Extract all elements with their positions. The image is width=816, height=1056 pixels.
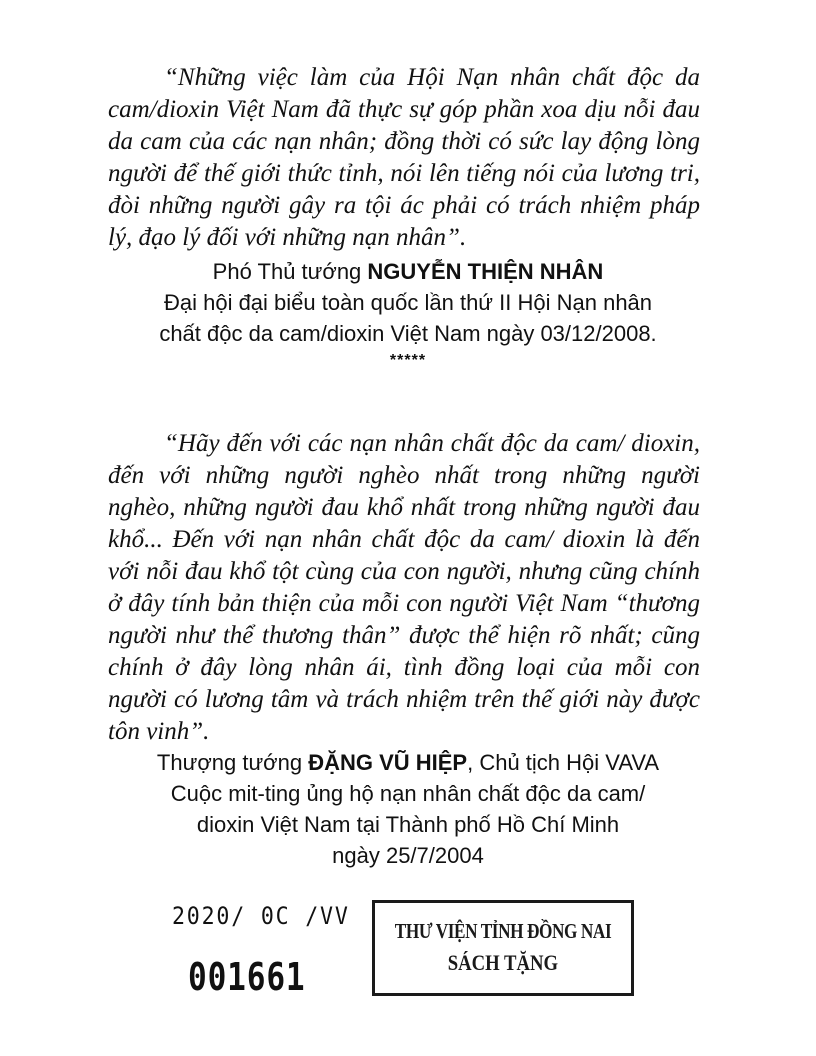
attribution-location-line: dioxin Việt Nam tại Thành phố Hồ Chí Minh [196,812,620,837]
stamp-library-name: THƯ VIỆN TỈNH ĐỒNG NAI [394,919,612,943]
library-donation-stamp [372,900,634,996]
library-call-number: 2020/ 0C /VV [172,902,350,930]
attribution-title-line [108,256,708,287]
attribution-person-name: NGUYỄN THIỆN NHÂN [367,259,604,284]
attribution-nguyen-thien-nhan [108,256,708,349]
attribution-person-name: ĐẶNG VŨ HIỆP [308,750,468,775]
attribution-title-suffix: , Chủ tịch Hội VAVA [467,750,660,775]
attribution-date-line: chất độc da cam/dioxin Việt Nam ngày 03/12/2008. [159,321,657,346]
attribution-title-line [108,747,708,778]
quote-nguyen-thien-nhan: “Những việc làm của Hội Nạn nhân chất độc da cam/dioxin Việt Nam đã thực sự góp phần xoa dịu nỗi đau da cam của các nạn nhân; đồng thời có sức lay động lòng người để thế giới thức tỉnh, nói lên tiếng nói của lương tri, đòi những người gây ra tội ác phải có trách nhiệm pháp lý, đạo lý đối với những nạn nhân”. [108,64,700,251]
section-separator: ***** [389,352,427,369]
attribution-event-line: Đại hội đại biểu toàn quốc lần thứ II Hội Nạn nhân [163,290,653,315]
attribution-event-line: Cuộc mit-ting ủng hộ nạn nhân chất độc da cam/ [170,781,646,806]
attribution-title-prefix: Phó Thủ tướng [212,259,368,284]
library-accession-number: 001661 [188,955,306,999]
quote-dang-vu-hiep: “Hãy đến với các nạn nhân chất độc da cam/ dioxin, đến với những người nghèo nhất trong những người nghèo, những người đau khổ nhất trong những người đau khổ... Đến với nạn nhân chất độc da cam/ dioxin là đến với nỗi đau khổ tột cùng của con người, nhưng cũng chính ở đây tính bản thiện của mỗi con người Việt Nam “thương người như thể thương thân” được thể hiện rõ nhất; cũng chính ở đây lòng nhân ái, tình đồng loại của mỗi con người có lương tâm và trách nhiệm trên thế giới này được tôn vinh”. [108,430,700,745]
attribution-title-prefix: Thượng tướng [156,750,309,775]
attribution-dang-vu-hiep [108,747,708,871]
stamp-donation-label: SÁCH TẶNG [447,950,559,975]
attribution-date-line: ngày 25/7/2004 [332,843,484,868]
